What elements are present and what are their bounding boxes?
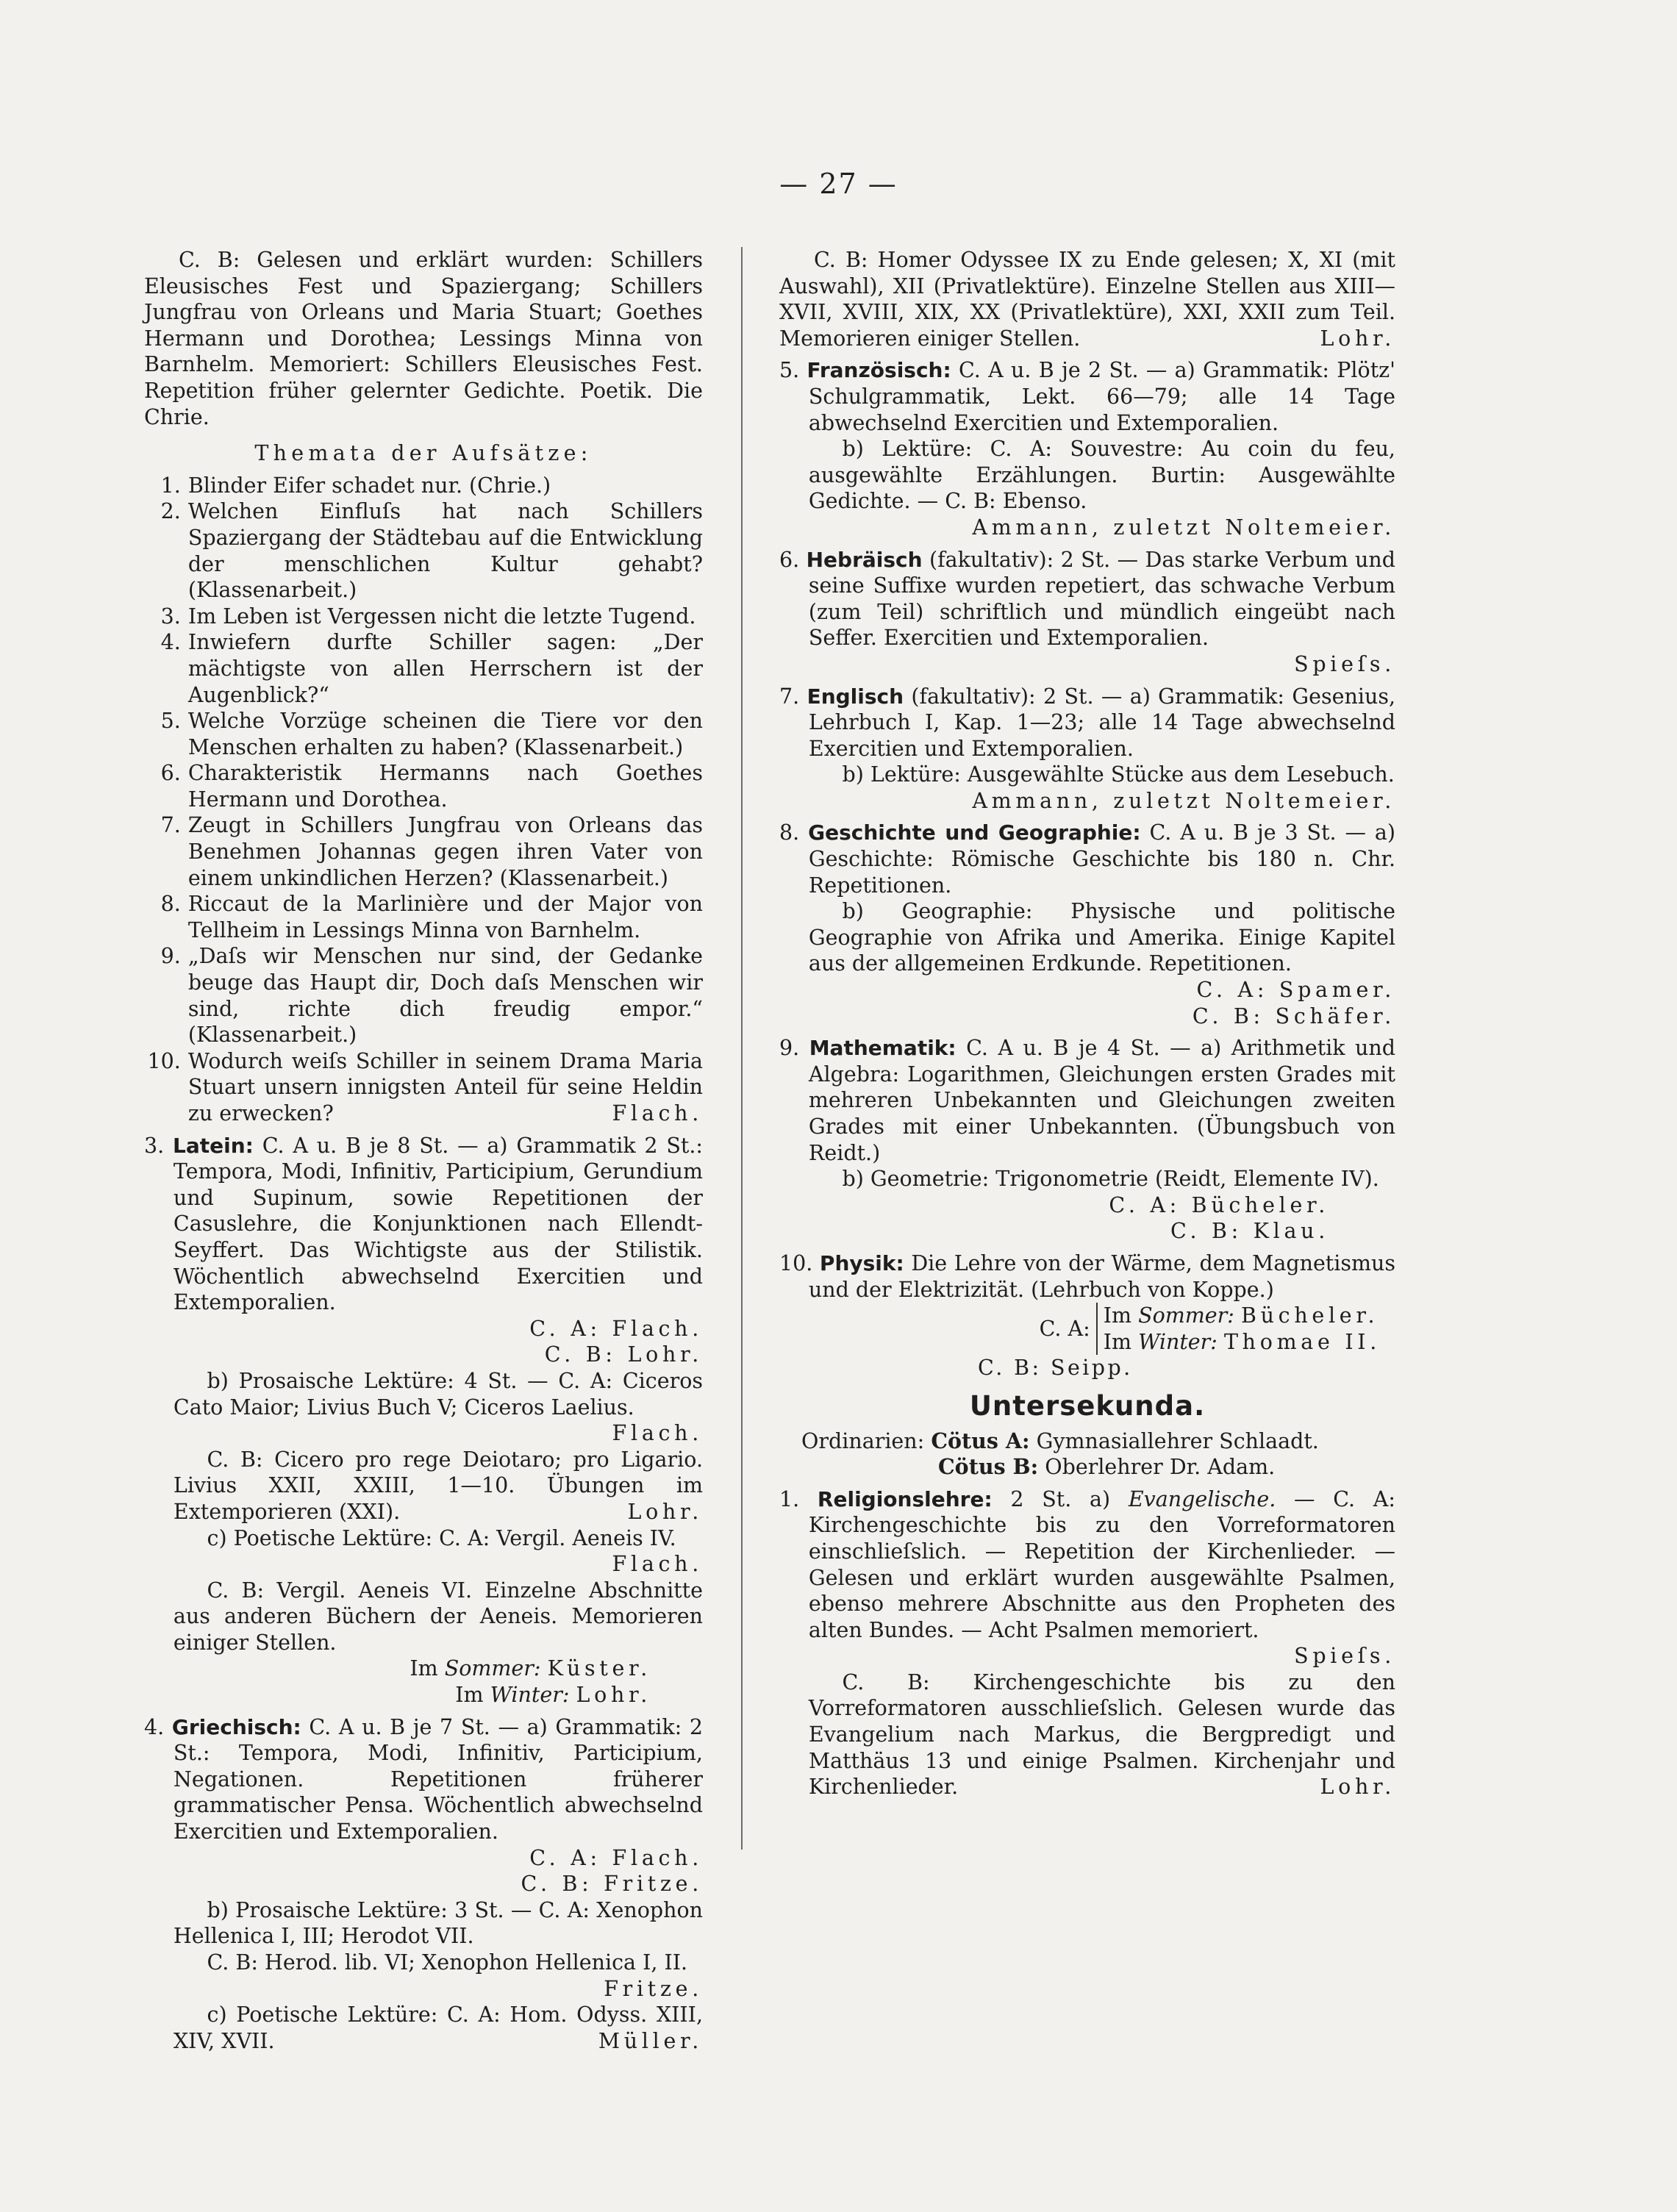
latein-poet-b-teacher-summer: Im Sommer: Küster. xyxy=(410,1656,651,1681)
ordinarien-b: Cötus B: Oberlehrer Dr. Adam. xyxy=(938,1454,1276,1480)
physik-summer-teacher: Im Sommer: Bücheler. xyxy=(1103,1303,1379,1328)
physik-ca-brace xyxy=(1096,1303,1381,1355)
themata-item: 6. Charakteristik Hermanns nach Goethes Hermann und Dorothea. xyxy=(160,761,703,812)
themata-item: 3. Im Leben ist Vergessen nicht die letzte Tugend. xyxy=(160,604,696,629)
homer-paragraph: C. B: Homer Odyssee IX zu Ende gelesen; X, XI (mit Auswahl), XII (Privatlektüre). Einzelne Stellen aus XIII—XVII, XVIII, XIX, XX (Privatlektüre), XXI, XXII zum Teil. Memorieren einiger Stellen. Lohr. xyxy=(779,248,1395,351)
gesch-title: Geschichte und Geographie: xyxy=(808,820,1141,845)
relig-cb: C. B: Kirchengeschichte bis zu den Vorreformatoren ausschlieſslich. Gelesen wurde das Evangelium nach Markus, die Bergpredigt und Matthäus 13 und einige Psalmen. Kirchenjahr und Kirchenlieder. Lohr. xyxy=(808,1669,1395,1800)
math-section xyxy=(779,1035,1395,1245)
themata-list xyxy=(144,473,703,1127)
themata-item: 10. Wodurch weiſs Schiller in seinem Drama Maria Stuart unsern innigsten Anteil für seine Heldin zu erwecken? Flach. xyxy=(147,1048,703,1125)
relig-section xyxy=(779,1486,1395,1800)
latein-teacher-b: C. B: Lohr. xyxy=(544,1342,703,1367)
gesch-teacher-a: C. A: Spamer. xyxy=(1196,978,1395,1003)
math-teacher-a: C. A: Bücheler. xyxy=(1109,1192,1329,1217)
themata-heading: Themata der Aufsätze: xyxy=(254,441,593,466)
ordinarien-a: Ordinarien: Cötus A: Gymnasiallehrer Schlaadt. xyxy=(801,1428,1319,1453)
physik-title: Physik: xyxy=(819,1250,904,1275)
griechisch-prosa-b: C. B: Herod. lib. VI; Xenophon Hellenica I, II. xyxy=(207,1950,688,1975)
left-column xyxy=(144,247,703,2054)
relig-intro: 1. Religionslehre: 2 St. a) Evangelische. — C. A: Kirchengeschichte bis zu den Vorreformatoren einschlieſslich. — Repetition der Kirchenlieder. — Gelesen und erklärt wurden ausgewählte Psalmen, ebenso mehrere Abschnitte aus den Propheten des alten Bundes. — Acht Psalmen memoriert. xyxy=(779,1486,1395,1642)
latein-poet: c) Poetische Lektüre: C. A: Vergil. Aeneis IV. xyxy=(207,1525,676,1550)
physik-intro: 10. Physik: Die Lehre von der Wärme, dem Magnetismus und der Elektrizität. (Lehrbuch von Koppe.) xyxy=(779,1250,1396,1302)
latein-poet-b: C. B: Vergil. Aeneis VI. Einzelne Abschnitte aus anderen Büchern der Aeneis. Memorieren einiger Stellen. xyxy=(173,1578,703,1655)
ordinarien-block xyxy=(779,1428,1395,1481)
engl-intro: 7. Englisch (fakultativ): 2 St. — a) Grammatik: Gesenius, Lehrbuch I, Kap. 1—23; alle 14 Tage abwechselnd Exercitien und Extemporalien. xyxy=(779,684,1396,761)
griechisch-title: Griechisch: xyxy=(171,1714,301,1739)
engl-lekt: b) Lektüre: Ausgewählte Stücke aus dem Lesebuch. xyxy=(842,762,1395,787)
physik-teacher-b: C. B: Seipp. xyxy=(978,1356,1133,1381)
gesch-geo: b) Geographie: Physische und politische Geographie von Afrika und Amerika. Einige Kapitel aus der allgemeinen Erdkunde. Repetitionen. xyxy=(808,899,1395,976)
themata-item: 2. Welchen Einfluſs hat nach Schillers Spaziergang der Städtebau auf die Entwicklung der menschlichen Kultur gehabt? (Klassenarbeit.) xyxy=(160,499,703,603)
hebr-title: Hebräisch xyxy=(806,547,923,572)
relig-teacher: Spieſs. xyxy=(1294,1644,1395,1669)
intro-paragraph: C. B: Gelesen und erklärt wurden: Schillers Eleusisches Fest und Spaziergang; Schillers Jungfrau von Orleans und Maria Stuart; Goethes Hermann und Dorothea; Lessings Minna von Barnhelm. Memoriert: Schillers Eleusisches Fest. Repetition früher gelernter Gedichte. Poetik. Die Chrie. xyxy=(144,248,703,429)
untersekunda-heading: Untersekunda. xyxy=(969,1389,1206,1422)
griechisch-prosa: b) Prosaische Lektüre: 3 St. — C. A: Xenophon Hellenica I, III; Herodot VII. xyxy=(173,1897,703,1949)
latein-section xyxy=(144,1133,703,1708)
engl-title: Englisch xyxy=(807,684,904,709)
hebr-intro: 6. Hebräisch (fakultativ): 2 St. — Das starke Verbum und seine Suffixe wurden repetiert, das schwache Verbum (zum Teil) schriftlich und mündlich eingeübt nach Seffer. Exercitien und Extemporalien. xyxy=(779,547,1396,651)
themata-item: 7. Zeugt in Schillers Jungfrau von Orleans das Benehmen Johannas gegen ihren Vater von einem unkindlichen Herzen? (Klassenarbeit.) xyxy=(160,813,703,890)
latein-prosa-b: C. B: Cicero pro rege Deiotaro; pro Ligario. Livius XXII, XXIII, 1—10. Übungen im Extemporieren (XXI). Lohr. xyxy=(173,1447,703,1524)
physik-ca-teachers xyxy=(779,1303,1395,1355)
engl-section xyxy=(779,684,1395,815)
latein-intro: 3. Latein: C. A u. B je 8 St. — a) Grammatik 2 St.: Tempora, Modi, Infinitiv, Participium, Gerundium und Supinum, sowie Repetitionen der Casuslehre, die Konjunktionen nach Ellendt-Seyffert. Das Wichtigste aus der Stilistik. Wöchentlich abwechselnd Exercitien und Extemporalien. xyxy=(144,1133,704,1315)
themata-item: 4. Inwiefern durfte Schiller sagen: „Der mächtigste von allen Herrschern ist der Augenblick?“ xyxy=(160,630,703,707)
themata-item: 1. Blinder Eifer schadet nur. (Chrie.) xyxy=(160,473,551,498)
right-column xyxy=(779,247,1395,1800)
griechisch-section xyxy=(144,1714,703,2055)
relig-title: Religionslehre: xyxy=(817,1486,993,1511)
column-divider xyxy=(741,247,743,1850)
hebr-section xyxy=(779,547,1395,678)
franz-teacher: Ammann, zuletzt Noltemeier. xyxy=(972,515,1395,540)
latein-poet-b-teacher-winter: Im Winter: Lohr. xyxy=(455,1683,651,1708)
themata-teacher: Flach. xyxy=(612,1101,703,1125)
physik-section xyxy=(779,1250,1395,1381)
engl-teacher: Ammann, zuletzt Noltemeier. xyxy=(972,788,1395,813)
franz-title: Französisch: xyxy=(807,358,951,383)
page-number: — 27 — xyxy=(779,168,898,200)
griechisch-intro: 4. Griechisch: C. A u. B je 7 St. — a) Grammatik: 2 St.: Tempora, Modi, Infinitiv, Participium, Negationen. Repetitionen früherer grammatischer Pensa. Wöchentlich abwechselnd Exercitien und Extemporalien. xyxy=(144,1714,703,1844)
latein-teacher-a: C. A: Flach. xyxy=(529,1316,703,1341)
math-teacher-b: C. B: Klau. xyxy=(1170,1219,1329,1244)
math-intro: 9. Mathematik: C. A u. B je 4 St. — a) Arithmetik und Algebra: Logarithmen, Gleichungen ersten Grades mit mehreren Unbekannten und Gleichungen zweiten Grades mit einer Unbekannten. (Übungsbuch von Reidt.) xyxy=(779,1036,1395,1165)
themata-item: 9. „Daſs wir Menschen nur sind, der Gedanke beuge das Haupt dir, Doch daſs Menschen wir sind, richte dich freudig empor.“ (Klassenarbeit.) xyxy=(160,944,703,1048)
homer-teacher: Lohr. xyxy=(1320,326,1395,351)
gesch-teacher-b: C. B: Schäfer. xyxy=(1192,1003,1395,1028)
math-geom: b) Geometrie: Trigonometrie (Reidt, Elemente IV). xyxy=(842,1167,1379,1192)
gesch-section xyxy=(779,820,1395,1029)
franz-intro: 5. Französisch: C. A u. B je 2 St. — a) Grammatik: Plötz' Schulgrammatik, Lekt. 66—79; alle 14 Tage abwechselnd Exercitien und Extemporalien. xyxy=(779,358,1395,435)
latein-prosa-teacher: Flach. xyxy=(612,1421,703,1446)
gesch-intro: 8. Geschichte und Geographie: C. A u. B je 3 St. — a) Geschichte: Römische Geschichte bis 180 n. Chr. Repetitionen. xyxy=(779,820,1395,898)
franz-section xyxy=(779,357,1395,540)
themata-item: 8. Riccaut de la Marlinière und der Major von Tellheim in Lessings Minna von Barnhelm. xyxy=(160,892,703,942)
math-title: Mathematik: xyxy=(809,1036,957,1061)
latein-prosa: b) Prosaische Lektüre: 4 St. — C. A: Ciceros Cato Maior; Livius Buch V; Ciceros Laelius. xyxy=(173,1368,703,1420)
griechisch-teacher-b: C. B: Fritze. xyxy=(521,1872,703,1897)
griechisch-poet: c) Poetische Lektüre: C. A: Hom. Odyss. XIII, XIV, XVII. Müller. xyxy=(173,2002,703,2053)
franz-lekt: b) Lektüre: C. A: Souvestre: Au coin du feu, ausgewählte Erzählungen. Burtin: Ausgewählte Gedichte. — C. B: Ebenso. xyxy=(808,437,1395,514)
physik-ca-label: C. A: xyxy=(1039,1316,1090,1341)
griechisch-teacher-a: C. A: Flach. xyxy=(529,1845,703,1870)
physik-winter-teacher: Im Winter: Thomae II. xyxy=(1103,1329,1381,1354)
themata-item: 5. Welche Vorzüge scheinen die Tiere vor den Menschen erhalten zu haben? (Klassenarbeit.) xyxy=(160,709,703,759)
latein-poet-teacher: Flach. xyxy=(612,1552,703,1577)
griechisch-prosa-b-teacher: Fritze. xyxy=(604,1976,703,2001)
hebr-teacher: Spieſs. xyxy=(1294,651,1395,676)
latein-title: Latein: xyxy=(173,1133,254,1158)
